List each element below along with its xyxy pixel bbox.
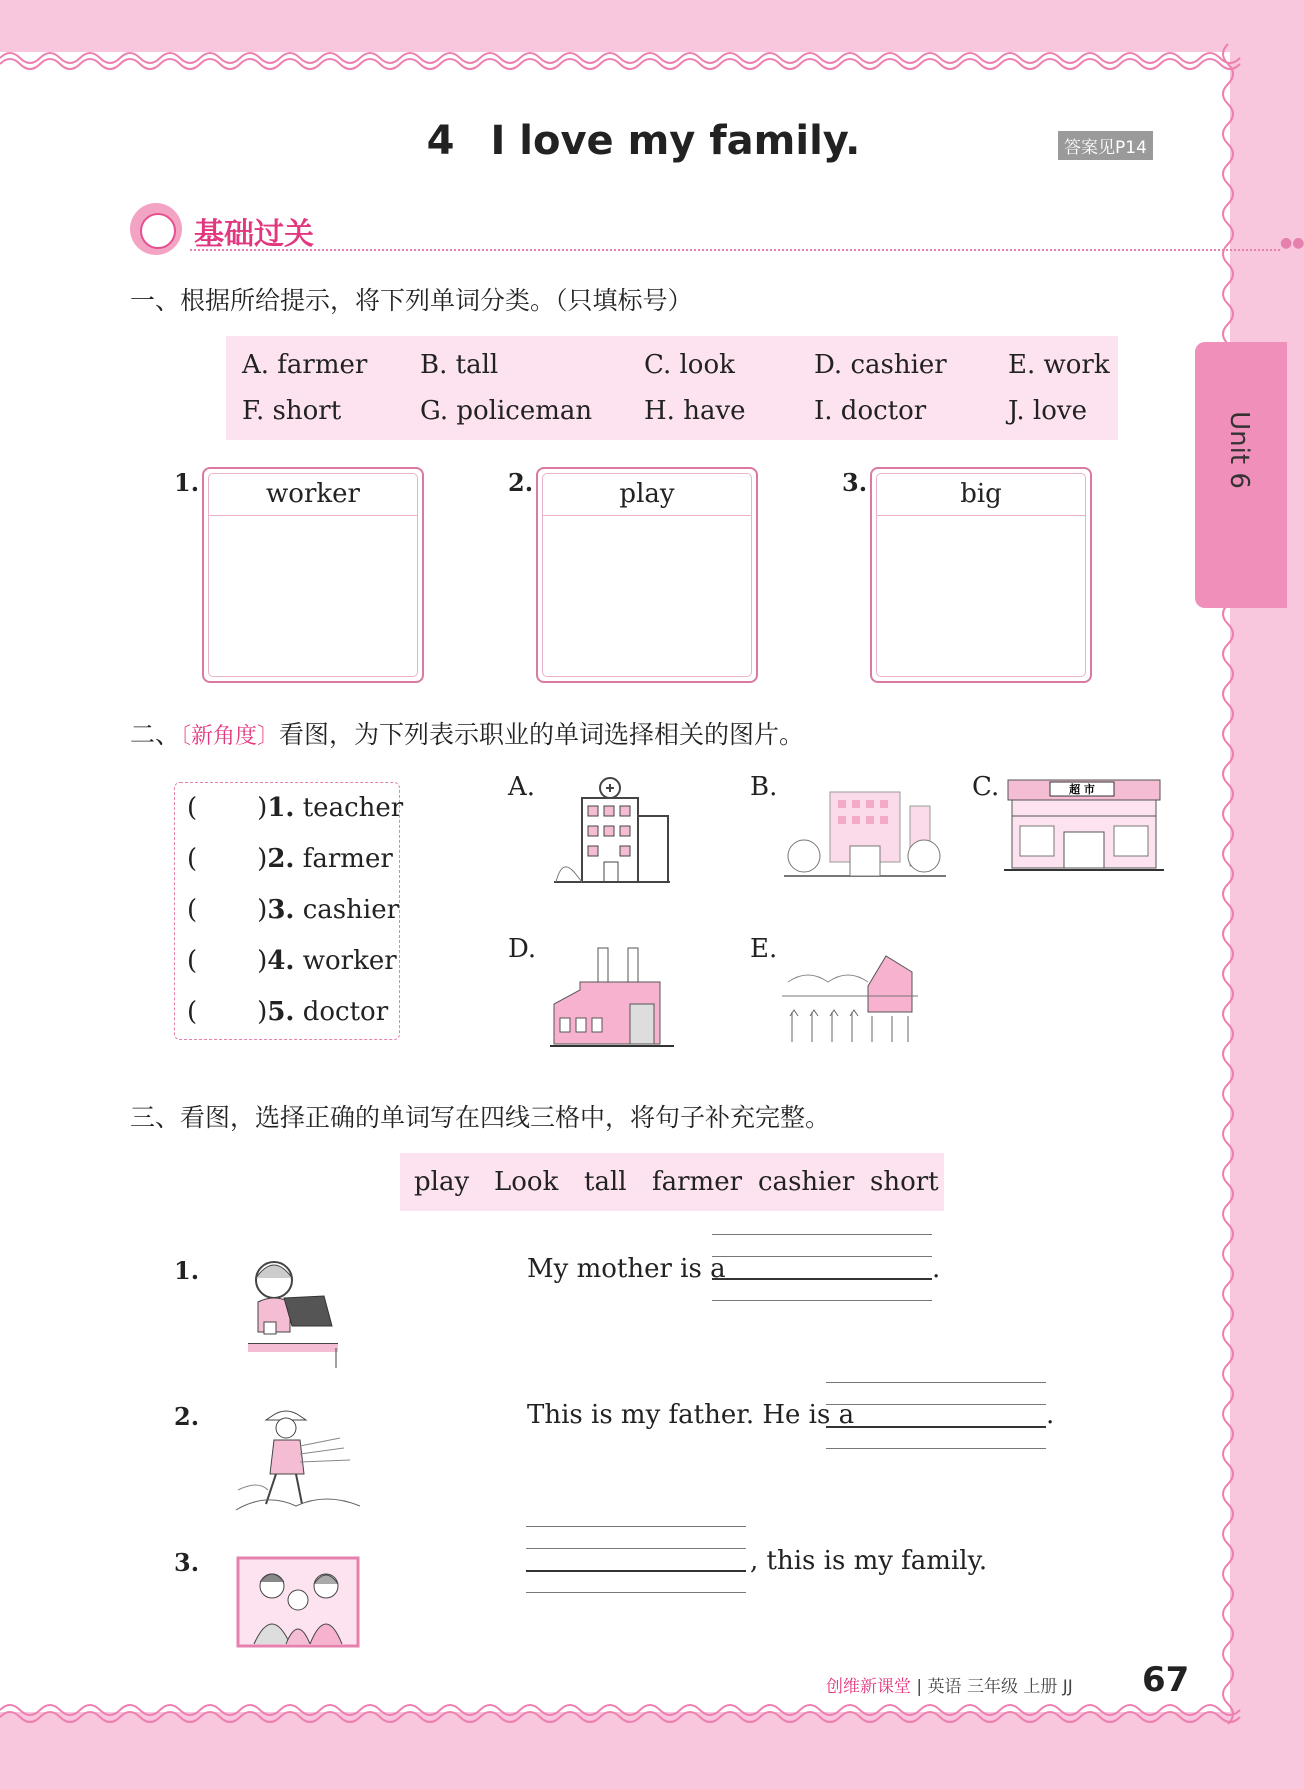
job-number: 5. <box>267 997 295 1027</box>
bottom-wave-border <box>0 1700 1240 1730</box>
option-word: Look <box>494 1167 559 1197</box>
farmer-man-icon <box>236 1406 360 1516</box>
page-number: 67 <box>1142 1660 1190 1700</box>
paren-close: ) <box>257 946 268 976</box>
word-bank-item: G. policeman <box>420 396 593 426</box>
section-divider <box>190 249 1280 251</box>
category-box-worker[interactable] <box>202 467 424 683</box>
job-word: farmer <box>302 844 393 874</box>
paren-open: ( <box>187 895 198 925</box>
paren-open: ( <box>187 793 198 823</box>
footer-info: 英语 三年级 上册 JJ <box>927 1677 1073 1697</box>
paren-open: ( <box>187 946 198 976</box>
category-label: play <box>542 473 752 516</box>
word-bank-item: C. look <box>644 350 735 380</box>
factory-icon <box>550 944 674 1048</box>
job-number: 4. <box>267 946 295 976</box>
sentence-ending: . <box>932 1254 941 1284</box>
paren-open: ( <box>187 997 198 1027</box>
section-header <box>130 203 1304 255</box>
picture-letter: C. <box>972 772 1000 802</box>
option-word: farmer <box>652 1167 743 1197</box>
exercise-number: 1. <box>174 1256 200 1285</box>
picture-letter: A. <box>508 772 536 802</box>
job-item <box>187 895 399 925</box>
category-box-big[interactable] <box>870 467 1092 683</box>
hospital-icon <box>552 776 672 884</box>
top-wave-border <box>0 44 1240 74</box>
exercise-sentence <box>527 1254 726 1284</box>
word-bank-item: H. have <box>644 396 746 426</box>
lesson-title-text: I love my family. <box>490 118 861 164</box>
category-number: 3. <box>842 468 868 497</box>
footer-brand: 创维新课堂 <box>826 1677 911 1697</box>
word-bank-item: B. tall <box>420 350 499 380</box>
exercise-number: 2. <box>174 1402 200 1431</box>
category-number: 2. <box>508 468 534 497</box>
category-label: big <box>876 473 1086 516</box>
sentence-text: This is my father. He is a <box>527 1400 855 1430</box>
supermarket-icon <box>1004 776 1164 876</box>
q2-job-list <box>174 782 404 1040</box>
sentence-ending: . <box>1046 1400 1055 1430</box>
job-word: worker <box>302 946 397 976</box>
job-word: doctor <box>302 997 389 1027</box>
q1-heading: 一、根据所给提示，将下列单词分类。（只填标号） <box>130 286 693 315</box>
q2-heading-text: 看图，为下列表示职业的单词选择相关的图片。 <box>279 720 805 749</box>
answer-reference: 答案见P14 <box>1058 131 1153 160</box>
word-bank-item: A. farmer <box>242 350 368 380</box>
four-line-writing-blank[interactable] <box>826 1382 1046 1446</box>
paren-close: ) <box>257 793 268 823</box>
q2-heading-prefix: 二、 <box>130 720 181 749</box>
exercise-number: 3. <box>174 1548 200 1577</box>
job-number: 1. <box>267 793 295 823</box>
lesson-number: 4 <box>426 118 455 164</box>
job-word: cashier <box>302 895 400 925</box>
footer <box>826 1672 1073 1697</box>
category-label: worker <box>208 473 418 516</box>
job-word: teacher <box>302 793 404 823</box>
footer-separator: | <box>916 1677 923 1697</box>
q3-heading: 三、看图，选择正确的单词写在四线三格中，将句子补充完整。 <box>130 1103 831 1132</box>
picture-letter: B. <box>750 772 778 802</box>
cashier-woman-icon <box>244 1258 350 1370</box>
sentence-text: My mother is a <box>527 1254 726 1284</box>
q2-heading <box>130 715 804 751</box>
paren-close: ) <box>257 844 268 874</box>
word-bank-item: J. love <box>1008 396 1087 426</box>
sentence-ending: , this is my family. <box>750 1546 988 1576</box>
q1-word-bank <box>226 336 1118 440</box>
word-bank-item: D. cashier <box>814 350 947 380</box>
job-number: 2. <box>267 844 295 874</box>
farm-icon <box>782 942 918 1046</box>
exercise-sentence <box>527 1400 854 1430</box>
category-box-play[interactable] <box>536 467 758 683</box>
supermarket-sign: 超 市 <box>1069 783 1095 796</box>
option-word: short <box>870 1167 939 1197</box>
four-line-writing-blank[interactable] <box>526 1526 746 1590</box>
section-label: 基础过关 <box>194 217 314 252</box>
job-number: 3. <box>267 895 295 925</box>
word-bank-item: E. work <box>1008 350 1110 380</box>
category-number: 1. <box>174 468 200 497</box>
family-photo-icon <box>236 1556 360 1648</box>
paren-close: ) <box>257 895 268 925</box>
word-bank-item: I. doctor <box>814 396 927 426</box>
four-line-writing-blank[interactable] <box>712 1234 932 1298</box>
option-word: cashier <box>758 1167 855 1197</box>
word-bank-item: F. short <box>242 396 342 426</box>
picture-letter: D. <box>508 934 537 964</box>
option-word: play <box>414 1167 470 1197</box>
paren-open: ( <box>187 844 198 874</box>
option-word: tall <box>584 1167 627 1197</box>
right-wave-border <box>1210 44 1246 1734</box>
picture-letter: E. <box>750 934 778 964</box>
job-item <box>187 793 403 823</box>
paren-close: ) <box>257 997 268 1027</box>
unit-tab-label: Unit 6 <box>1223 411 1254 489</box>
job-item <box>187 997 388 1027</box>
dots-icon: ●● <box>1280 235 1304 251</box>
job-item <box>187 946 397 976</box>
new-angle-tag: 〔新角度〕 <box>180 724 280 749</box>
job-item <box>187 844 393 874</box>
section-badge-icon <box>130 203 182 255</box>
q3-option-bank <box>400 1153 944 1211</box>
school-icon <box>784 776 946 880</box>
